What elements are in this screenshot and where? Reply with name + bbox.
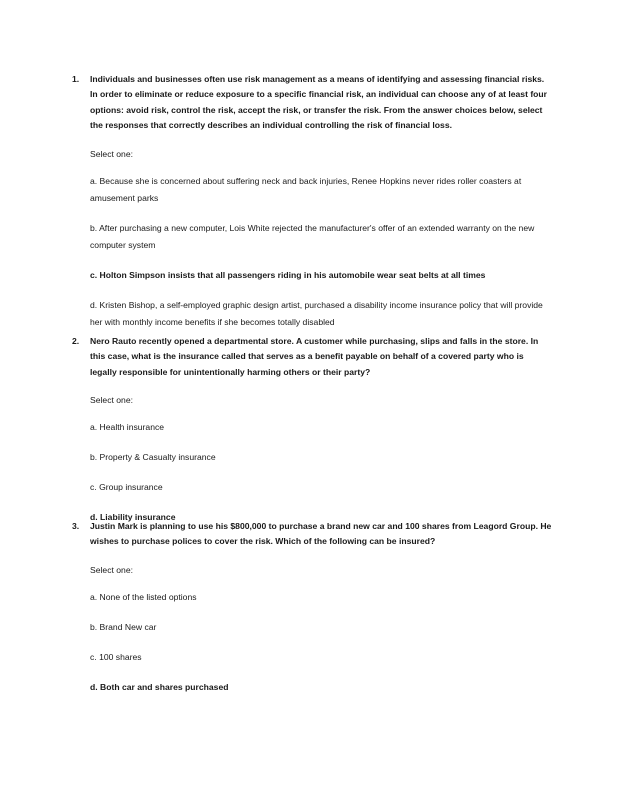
answer-option-d[interactable]: d. Liability insurance <box>90 512 176 523</box>
select-one-label: Select one: <box>90 564 133 575</box>
question-1 <box>72 72 552 331</box>
question-number: 1. <box>72 74 80 84</box>
question-text: Nero Rauto recently opened a departmental store. A customer while purchasing, slips and falls in the store. In this case, what is the insurance called that serves as a benefit payable on behalf of a covered party who is legally responsible for unintentionally harming others or their party? <box>90 336 539 377</box>
answer-option-b[interactable]: b. Brand New car <box>90 621 157 632</box>
answer-option-b[interactable]: b. After purchasing a new computer, Lois White rejected the manufacturer's offer of an extended warranty on the new computer system <box>90 222 535 250</box>
select-one-label: Select one: <box>90 395 133 406</box>
question-number: 2. <box>72 336 80 346</box>
question-number: 3. <box>72 521 80 531</box>
question-3 <box>72 519 552 696</box>
answer-option-a[interactable]: a. Health insurance <box>90 422 165 433</box>
answer-option-d[interactable]: d. Both car and shares purchased <box>90 681 229 692</box>
answer-option-b[interactable]: b. Property & Casualty insurance <box>90 452 216 463</box>
question-text: Justin Mark is planning to use his $800,000 to purchase a brand new car and 100 shares from Leagord Group. He wishes to purchase polices to cover the risk. Which of the following can be insured? <box>90 521 552 547</box>
answer-option-c[interactable]: c. 100 shares <box>90 651 142 662</box>
answer-option-c[interactable]: c. Group insurance <box>90 482 163 493</box>
answer-option-d[interactable]: d. Kristen Bishop, a self-employed graphic design artist, purchased a disability income insurance policy that will provide her with monthly income benefits if she becomes totally disabled <box>90 299 543 327</box>
answer-option-c[interactable]: c. Holton Simpson insists that all passengers riding in his automobile wear seat belts at all times <box>90 269 486 280</box>
question-text: Individuals and businesses often use risk management as a means of identifying and assessing financial risks. In order to eliminate or reduce exposure to a specific financial risk, an individual can choose any of at least four options: avoid risk, control the risk, accept the risk, or transfer the risk. From the answer choices below, select the responses that correctly describes an individual controlling the risk of financial loss. <box>90 74 548 131</box>
answer-option-a[interactable]: a. None of the listed options <box>90 591 197 602</box>
answer-option-a[interactable]: a. Because she is concerned about suffering neck and back injuries, Renee Hopkins never rides roller coasters at amusement parks <box>90 175 522 203</box>
question-2 <box>72 334 552 526</box>
select-one-label: Select one: <box>90 148 133 159</box>
